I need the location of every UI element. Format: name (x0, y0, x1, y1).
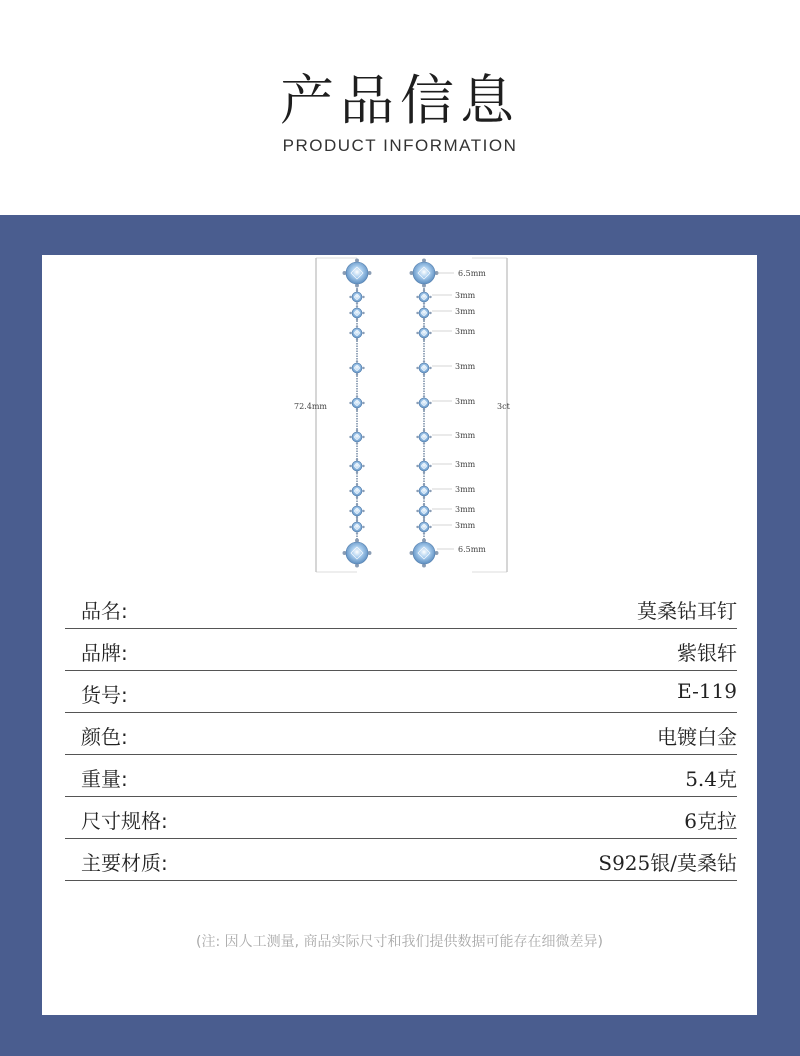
spec-label: 颜色: (81, 725, 128, 749)
info-card (42, 255, 757, 1015)
stone-mark (410, 539, 439, 568)
spec-row (65, 587, 737, 629)
page-header (0, 0, 800, 215)
spec-value: 紫银轩 (677, 641, 737, 665)
spec-label: 货号: (81, 683, 128, 707)
stone-mark (416, 519, 431, 534)
stone-mark (349, 429, 364, 444)
stone-mark (349, 458, 364, 473)
stone-mark (349, 325, 364, 340)
stone-mark (416, 305, 431, 320)
length-label: 72.4mm (294, 402, 327, 411)
stone-size-label: 3mm (455, 307, 476, 316)
stone-mark (416, 503, 431, 518)
stone-mark (349, 503, 364, 518)
spec-table (65, 587, 737, 881)
stone-mark (349, 289, 364, 304)
spec-value: S925银/莫桑钻 (598, 851, 737, 875)
stone-mark (416, 325, 431, 340)
spec-row (65, 839, 737, 881)
stone-size-label: 3mm (455, 431, 476, 440)
stone-size-label: 6.5mm (458, 269, 486, 278)
earring-dimension-diagram (294, 255, 542, 580)
stone-mark (416, 289, 431, 304)
stone-size-label: 3mm (455, 291, 476, 300)
stone-size-label: 6.5mm (458, 545, 486, 554)
carat-label: 3ct (497, 402, 510, 411)
spec-value: 电镀白金 (657, 725, 737, 749)
stone-mark (416, 483, 431, 498)
stone-size-label: 3mm (455, 327, 476, 336)
spec-label: 品名: (81, 599, 128, 623)
spec-label: 主要材质: (81, 851, 168, 875)
stone-mark (349, 305, 364, 320)
spec-value: E-119 (677, 679, 737, 703)
spec-value: 5.4克 (685, 767, 737, 791)
stone-mark (416, 395, 431, 410)
spec-label: 尺寸规格: (81, 809, 168, 833)
stone-mark (349, 519, 364, 534)
spec-row (65, 629, 737, 671)
stone-size-label: 3mm (455, 485, 476, 494)
stone-mark (416, 360, 431, 375)
stone-size-label: 3mm (455, 505, 476, 514)
spec-row (65, 797, 737, 839)
spec-label: 重量: (81, 767, 128, 791)
stone-mark (349, 395, 364, 410)
spec-label: 品牌: (81, 641, 128, 665)
stone-mark (416, 458, 431, 473)
blue-frame (0, 215, 800, 1056)
stone-mark (343, 539, 372, 568)
spec-value: 6克拉 (684, 809, 737, 833)
spec-row (65, 713, 737, 755)
spec-row (65, 755, 737, 797)
stone-size-labels (432, 269, 486, 554)
spec-value: 莫桑钻耳钉 (637, 599, 737, 623)
stone-size-label: 3mm (455, 397, 476, 406)
stone-size-label: 3mm (455, 521, 476, 530)
stone-mark (416, 429, 431, 444)
stone-size-label: 3mm (455, 362, 476, 371)
stone-mark (410, 259, 439, 288)
stone-mark (343, 259, 372, 288)
measurement-note: (注: 因人工测量, 商品实际尺寸和我们提供数据可能存在细微差异) (196, 934, 603, 950)
page-title: 产品信息 (280, 69, 520, 132)
stone-mark (349, 483, 364, 498)
stone-size-label: 3mm (455, 460, 476, 469)
stone-mark (349, 360, 364, 375)
spec-row (65, 671, 737, 713)
page-subtitle: PRODUCT INFORMATION (282, 136, 518, 155)
